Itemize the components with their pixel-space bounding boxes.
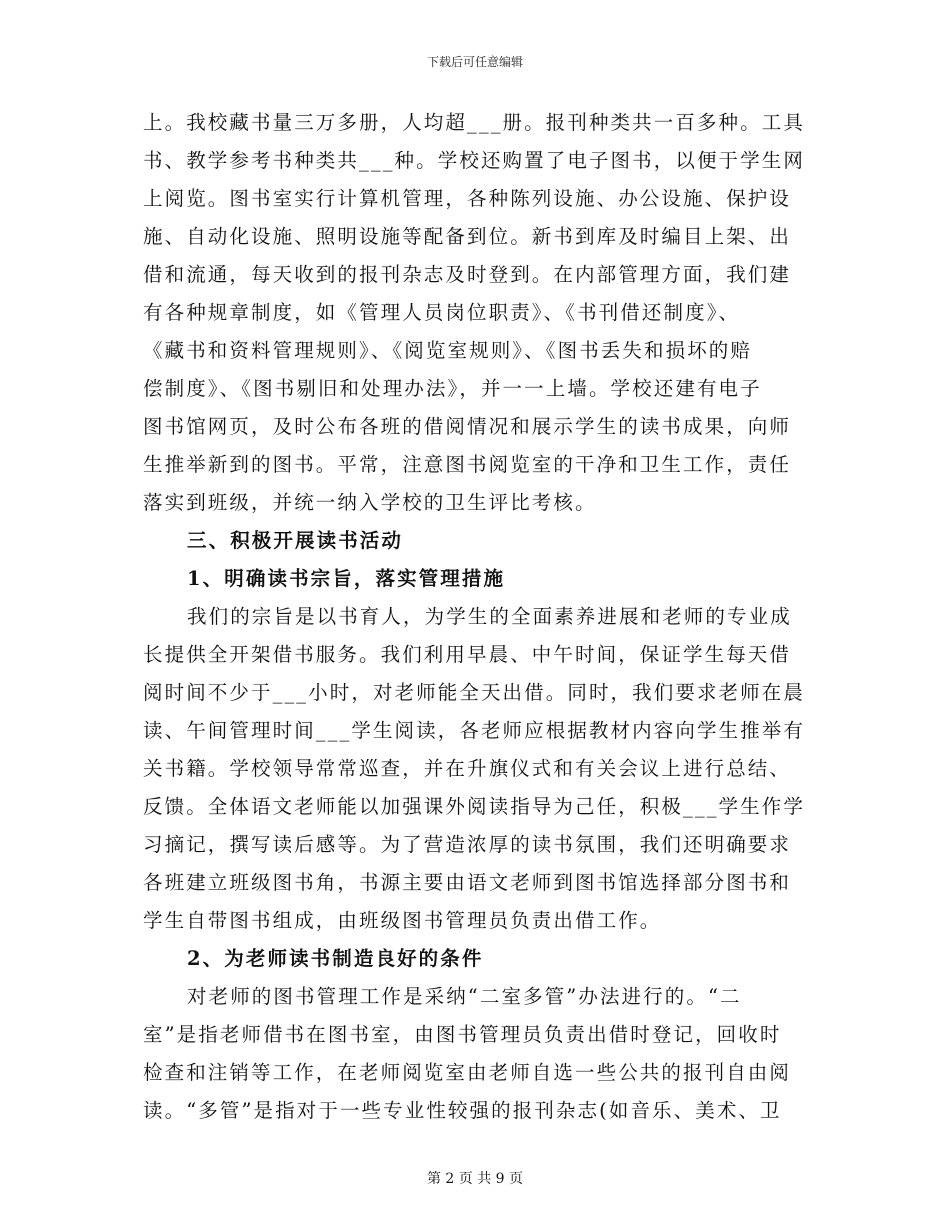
page-header: 下载后可任意编辑 [426, 55, 523, 69]
paragraph-line: 落实到班级，并统一纳入学校的卫生评比考核。 [143, 491, 597, 514]
paragraph-line: 《藏书和资料管理规则》、《阅览室规则》、《图书丢失和损坏的赔 [143, 339, 753, 362]
paragraph-line: 室”是指老师借书在图书室，由图书管理员负责出借时登记，回收时 [143, 1023, 782, 1046]
paragraph-line: 生推举新到的图书。平常，注意图书阅览室的干净和卫生工作，责任 [143, 453, 792, 476]
paragraph-line: 各班建立班级图书角，书源主要由语文老师到图书馆选择部分图书和 [143, 871, 792, 894]
paragraph-line: 上。我校藏书量三万多册，人均超___册。报刊种类共一百多种。工具 [143, 111, 805, 134]
paragraph-line: 阅时间不少于___小时，对老师能全天出借。同时，我们要求老师在晨 [143, 681, 805, 704]
paragraph-line: 书、教学参考书种类共___种。学校还购置了电子图书，以便于学生网 [143, 149, 805, 172]
paragraph-line: 对老师的图书管理工作是采纳“二室多管”办法进行的。“二 [187, 985, 742, 1008]
paragraph-line: 有各种规章制度，如《管理人员岗位职责》、《书刊借还制度》、 [143, 301, 741, 324]
paragraph-line: 读。“多管”是指对于一些专业性较强的报刊杂志(如音乐、美术、卫 [143, 1099, 782, 1122]
section-heading: 三、积极开展读书活动 [187, 529, 404, 552]
paragraph-line: 我们的宗旨是以书育人，为学生的全面素养进展和老师的专业成 [187, 605, 792, 628]
paragraph-line: 长提供全开架借书服务。我们利用早晨、中午时间，保证学生每天借 [143, 643, 792, 666]
paragraph-line: 关书籍。学校领导常常巡查，并在升旗仪式和有关会议上进行总结、 [143, 757, 792, 780]
paragraph-line: 检查和注销等工作，在老师阅览室由老师自选一些公共的报刊自由阅 [143, 1061, 792, 1084]
paragraph-line: 上阅览。图书室实行计算机管理，各种陈列设施、办公设施、保护设 [143, 187, 792, 210]
paragraph-line: 读、午间管理时间___学生阅读，各老师应根据教材内容向学生推举有 [143, 719, 805, 742]
document-body [143, 104, 808, 1130]
paragraph-line: 偿制度》、《图书剔旧和处理办法》，并一一上墙。学校还建有电子 [143, 377, 762, 400]
paragraph-line: 借和流通，每天收到的报刊杂志及时登到。在内部管理方面，我们建 [143, 263, 792, 286]
paragraph-line: 施、自动化设施、照明设施等配备到位。新书到库及时编目上架、出 [143, 225, 792, 248]
subsection-heading: 2、为老师读书制造良好的条件 [187, 947, 484, 970]
paragraph-line: 图书馆网页，及时公布各班的借阅情况和展示学生的读书成果，向师 [143, 415, 792, 438]
page-number: 第 2 页 共 9 页 [426, 1171, 524, 1187]
subsection-heading: 1、明确读书宗旨，落实管理措施 [187, 567, 506, 590]
paragraph-line: 反馈。全体语文老师能以加强课外阅读指导为己任，积极___学生作学 [143, 795, 805, 818]
paragraph-line: 学生自带图书组成，由班级图书管理员负责出借工作。 [143, 909, 662, 932]
paragraph-line: 习摘记，撰写读后感等。为了营造浓厚的读书氛围，我们还明确要求 [143, 833, 792, 856]
